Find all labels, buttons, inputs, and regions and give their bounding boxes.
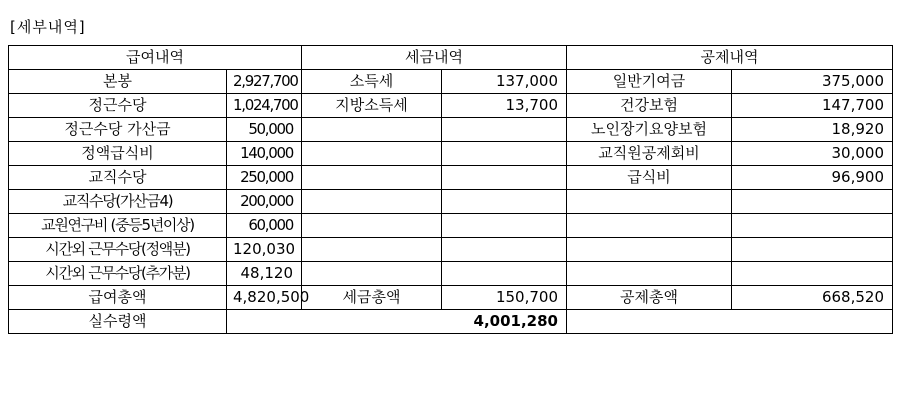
deduction-item-value: 96,900 — [732, 166, 893, 190]
tax-total-label: 세금총액 — [302, 286, 442, 310]
tax-item-value: 13,700 — [442, 94, 567, 118]
table-row — [9, 238, 893, 262]
pay-total-label: 급여총액 — [9, 286, 227, 310]
pay-item-label: 정액급식비 — [9, 142, 227, 166]
pay-item-label: 교직수당 — [9, 166, 227, 190]
table-row — [9, 166, 893, 190]
pay-total-value: 4,820,500 — [227, 286, 302, 310]
tax-item-value — [442, 142, 567, 166]
tax-item-label — [302, 142, 442, 166]
tax-item-label — [302, 190, 442, 214]
deduction-item-value: 18,920 — [732, 118, 893, 142]
table-row — [9, 190, 893, 214]
tax-item-label: 소득세 — [302, 70, 442, 94]
tax-item-label: 지방소득세 — [302, 94, 442, 118]
deduction-item-value: 375,000 — [732, 70, 893, 94]
pay-item-value: 1,024,700 — [227, 94, 302, 118]
pay-item-label: 시간외 근무수당(정액분) — [9, 238, 227, 262]
pay-item-value: 200,000 — [227, 190, 302, 214]
deduction-item-label — [567, 214, 732, 238]
pay-item-value: 60,000 — [227, 214, 302, 238]
deduction-item-value — [732, 214, 893, 238]
table-row — [9, 70, 893, 94]
pay-item-value: 50,000 — [227, 118, 302, 142]
deduction-header: 공제내역 — [567, 46, 893, 70]
pay-item-value: 140,000 — [227, 142, 302, 166]
tax-item-label — [302, 214, 442, 238]
deduction-item-label: 급식비 — [567, 166, 732, 190]
pay-item-label: 정근수당 — [9, 94, 227, 118]
pay-details-table — [8, 45, 893, 334]
tax-item-label — [302, 166, 442, 190]
tax-item-value: 137,000 — [442, 70, 567, 94]
net-pay-empty-cell — [567, 310, 893, 334]
pay-item-value: 250,000 — [227, 166, 302, 190]
tax-item-value — [442, 214, 567, 238]
table-row — [9, 262, 893, 286]
deduction-item-value — [732, 190, 893, 214]
deduction-total-label: 공제총액 — [567, 286, 732, 310]
table-row — [9, 118, 893, 142]
deduction-item-label — [567, 238, 732, 262]
net-pay-label: 실수령액 — [9, 310, 227, 334]
tax-item-value — [442, 118, 567, 142]
deduction-item-label — [567, 190, 732, 214]
tax-item-label — [302, 262, 442, 286]
table-row — [9, 94, 893, 118]
tax-item-value — [442, 190, 567, 214]
deduction-item-value: 30,000 — [732, 142, 893, 166]
header-row — [9, 46, 893, 70]
net-pay-row — [9, 310, 893, 334]
pay-item-value: 120,030 — [227, 238, 302, 262]
deduction-item-value — [732, 262, 893, 286]
deduction-item-label: 노인장기요양보험 — [567, 118, 732, 142]
deduction-item-label — [567, 262, 732, 286]
pay-item-label: 본봉 — [9, 70, 227, 94]
table-row — [9, 214, 893, 238]
tax-item-label — [302, 238, 442, 262]
deduction-total-value: 668,520 — [732, 286, 893, 310]
tax-header: 세금내역 — [302, 46, 567, 70]
tax-item-label — [302, 118, 442, 142]
tax-item-value — [442, 166, 567, 190]
table-row — [9, 142, 893, 166]
tax-item-value — [442, 262, 567, 286]
pay-header: 급여내역 — [9, 46, 302, 70]
tax-total-value: 150,700 — [442, 286, 567, 310]
deduction-item-value: 147,700 — [732, 94, 893, 118]
pay-item-value: 2,927,700 — [227, 70, 302, 94]
net-pay-value: 4,001,280 — [227, 310, 567, 334]
table-body — [9, 46, 893, 334]
deduction-item-label: 교직원공제회비 — [567, 142, 732, 166]
pay-item-label: 정근수당 가산금 — [9, 118, 227, 142]
pay-item-value: 48,120 — [227, 262, 302, 286]
pay-item-label: 시간외 근무수당(추가분) — [9, 262, 227, 286]
deduction-item-label: 일반기여금 — [567, 70, 732, 94]
pay-item-label: 교원연구비 (중등5년이상) — [9, 214, 227, 238]
tax-item-value — [442, 238, 567, 262]
deduction-item-value — [732, 238, 893, 262]
deduction-item-label: 건강보험 — [567, 94, 732, 118]
section-heading: [세부내역] — [10, 18, 86, 36]
totals-row — [9, 286, 893, 310]
pay-item-label: 교직수당(가산금4) — [9, 190, 227, 214]
